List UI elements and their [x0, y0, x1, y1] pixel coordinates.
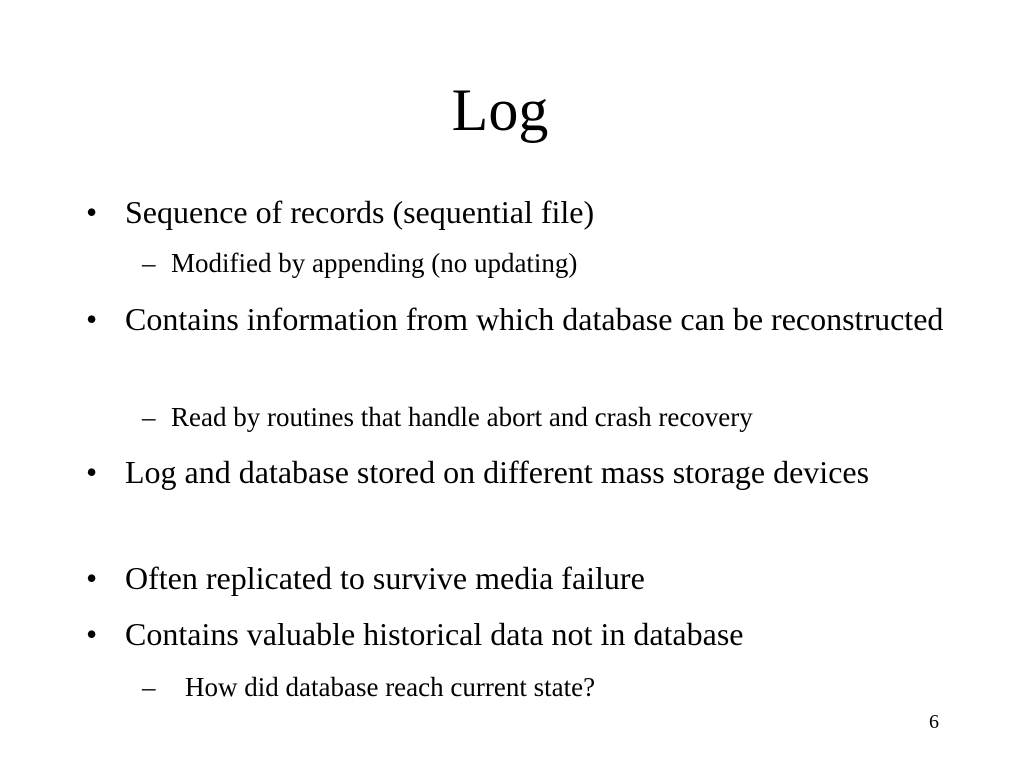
bullet-marker: • [86, 194, 98, 230]
page-number: 6 [929, 711, 939, 733]
bullet-text: Often replicated to survive media failure [125, 560, 645, 596]
bullet-text: Contains information from which database can be reconstructed [125, 301, 944, 337]
bullet-marker: • [86, 616, 98, 652]
bullet-text: Contains valuable historical data not in database [125, 616, 744, 652]
sub-bullet-marker: – [142, 672, 156, 702]
sub-bullet-text: How did database reach current state? [185, 672, 596, 702]
sub-bullet-text: Read by routines that handle abort and crash recovery [171, 402, 753, 432]
sub-bullet-text: Modified by appending (no updating) [171, 248, 578, 278]
bullet-text: Sequence of records (sequential file) [125, 194, 595, 230]
bullet-marker: • [86, 560, 98, 596]
sub-bullet-marker: – [142, 402, 156, 432]
bullet-marker: • [86, 454, 98, 490]
slide-title: Log [451, 77, 549, 143]
sub-bullet-marker: – [142, 248, 156, 278]
bullet-marker: • [86, 301, 98, 337]
bullet-text: Log and database stored on different mass storage devices [125, 454, 870, 490]
